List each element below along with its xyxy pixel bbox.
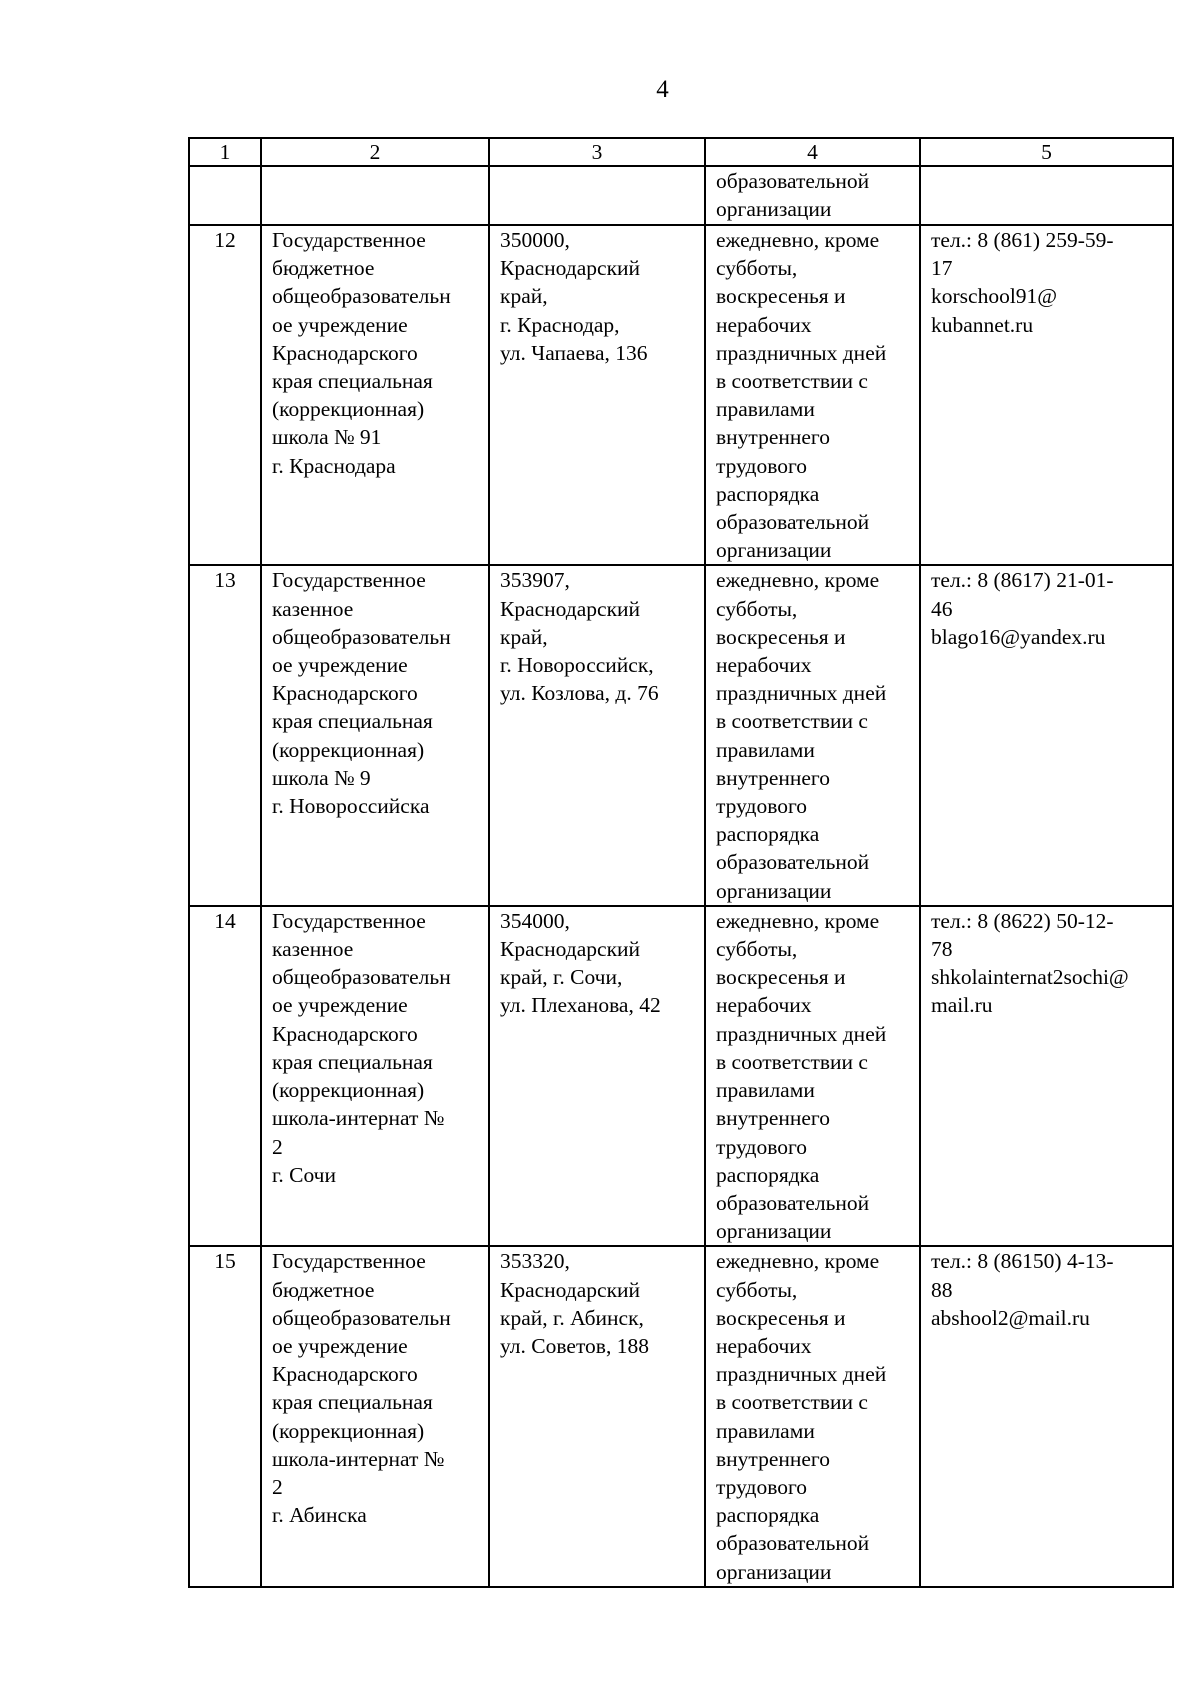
cell-line: Краснодарского (272, 681, 418, 706)
page-number: 4 (656, 76, 669, 103)
cell-line: край, (500, 284, 548, 309)
cell-line: организации (716, 1219, 832, 1244)
cell-line: общеобразовательн (272, 1305, 451, 1330)
cell-line: 354000, (500, 908, 570, 933)
cell-line: Краснодарский (500, 1277, 641, 1302)
cell-line: ежедневно, кроме (716, 908, 880, 933)
cell-line: в соответствии с (716, 1390, 868, 1415)
cell-line: shkolainternat2sochi@ (931, 965, 1129, 990)
cell-line: общеобразовательн (272, 624, 451, 649)
cell-line: ул. Плеханова, 42 (500, 993, 661, 1018)
cell-line: праздничных дней (716, 681, 887, 706)
address-cell (489, 225, 705, 565)
schedule-cell (705, 1246, 920, 1586)
cell-line: ул. Чапаева, 136 (500, 340, 648, 365)
cell-line: kubannet.ru (931, 312, 1034, 337)
cell-line: ое учреждение (272, 653, 408, 678)
cell-line: субботы, (716, 256, 798, 281)
cell-line: тел.: 8 (8622) 50-12- (931, 908, 1114, 933)
cell-line: г. Абинска (272, 1503, 367, 1528)
cell-line: Государственное (272, 1249, 426, 1274)
cell-line: тел.: 8 (8617) 21-01- (931, 568, 1114, 593)
cell-line: Краснодарского (272, 340, 418, 365)
column-header-2: 2 (261, 138, 489, 166)
cell-line: ежедневно, кроме (716, 228, 880, 252)
cell-line: ежедневно, кроме (716, 568, 880, 593)
table-row (189, 225, 1173, 565)
continuation-row (189, 166, 1173, 225)
cell-line: распорядка (716, 822, 820, 847)
cell-line: г. Краснодара (272, 453, 396, 478)
cell-line: субботы, (716, 596, 798, 621)
cell-line: в соответствии с (716, 1049, 868, 1074)
cell-line: korschool91@ (931, 284, 1058, 309)
cell-line: организации (716, 538, 832, 563)
cell-line: образовательной (716, 510, 870, 535)
cell-line: праздничных дней (716, 340, 887, 365)
cell-line: ое учреждение (272, 993, 408, 1018)
cell-line: 2 (272, 1134, 283, 1159)
cell-line: воскресенья и (716, 1305, 846, 1330)
cell-line: школа-интернат № (272, 1106, 445, 1131)
cell-line: abshool2@mail.ru (931, 1305, 1090, 1330)
cell-line: Краснодарского (272, 1362, 418, 1387)
row-number: 13 (189, 565, 261, 905)
cell-line: Государственное (272, 568, 426, 593)
contacts-cell (920, 166, 1173, 225)
cell-line: края специальная (272, 1049, 433, 1074)
cell-line: нерабочих (716, 1333, 812, 1358)
schedule-cell (705, 166, 920, 225)
cell-line: казенное (272, 937, 354, 962)
address-cell (489, 565, 705, 905)
cell-line: край, г. Сочи, (500, 965, 623, 990)
cell-line: образовательной (716, 1531, 870, 1556)
cell-line: внутреннего (716, 1446, 830, 1471)
column-header-5: 5 (920, 138, 1173, 166)
cell-line: образовательной (716, 1190, 870, 1215)
table-row (189, 1246, 1173, 1586)
cell-line: праздничных дней (716, 1362, 887, 1387)
cell-line: Государственное (272, 228, 426, 252)
cell-line: организации (716, 197, 832, 222)
cell-line: края специальная (272, 369, 433, 394)
row-number: 12 (189, 225, 261, 565)
cell-line: 350000, (500, 228, 570, 252)
cell-line: тел.: 8 (861) 259-59- (931, 228, 1114, 252)
cell-line: в соответствии с (716, 369, 868, 394)
cell-line: школа-интернат № (272, 1446, 445, 1471)
cell-line: нерабочих (716, 993, 812, 1018)
cell-line: 78 (931, 937, 953, 962)
cell-line: г. Сочи (272, 1162, 336, 1187)
header-row (189, 138, 1173, 166)
cell-line: blago16@yandex.ru (931, 624, 1106, 649)
cell-line: трудового (716, 453, 807, 478)
contacts-cell (920, 906, 1173, 1246)
cell-line: (коррекционная) (272, 1078, 425, 1103)
cell-line: образовательной (716, 850, 870, 875)
cell-line: трудового (716, 1134, 807, 1159)
schedule-cell (705, 565, 920, 905)
cell-line: внутреннего (716, 765, 830, 790)
institution-name-cell (261, 565, 489, 905)
address-cell (489, 906, 705, 1246)
institution-name-cell (261, 166, 489, 225)
cell-line: воскресенья и (716, 965, 846, 990)
cell-line: бюджетное (272, 1277, 375, 1302)
cell-line: Краснодарский (500, 937, 641, 962)
cell-line: (коррекционная) (272, 737, 425, 762)
cell-line: правилами (716, 1418, 815, 1443)
cell-line: общеобразовательн (272, 965, 451, 990)
contacts-cell (920, 1246, 1173, 1586)
cell-line: бюджетное (272, 256, 375, 281)
cell-line: казенное (272, 596, 354, 621)
cell-line: 353907, (500, 568, 570, 593)
cell-line: распорядка (716, 1162, 820, 1187)
cell-line: Государственное (272, 908, 426, 933)
cell-line: г. Новороссийск, (500, 653, 654, 678)
cell-line: тел.: 8 (86150) 4-13- (931, 1249, 1114, 1274)
cell-line: 2 (272, 1474, 283, 1499)
column-header-1: 1 (189, 138, 261, 166)
cell-line: г. Краснодар, (500, 312, 620, 337)
institution-name-cell (261, 906, 489, 1246)
cell-line: (коррекционная) (272, 397, 425, 422)
cell-line: школа № 9 (272, 765, 371, 790)
cell-line: края специальная (272, 1390, 433, 1415)
cell-line: трудового (716, 794, 807, 819)
cell-line: субботы, (716, 937, 798, 962)
cell-line: праздничных дней (716, 1021, 887, 1046)
cell-line: Краснодарского (272, 1021, 418, 1046)
cell-line: правилами (716, 737, 815, 762)
cell-line: (коррекционная) (272, 1418, 425, 1443)
cell-line: нерабочих (716, 312, 812, 337)
cell-line: воскресенья и (716, 284, 846, 309)
institution-name-cell (261, 225, 489, 565)
cell-line: трудового (716, 1474, 807, 1499)
cell-line: ул. Козлова, д. 76 (500, 681, 659, 706)
column-header-4: 4 (705, 138, 920, 166)
cell-line: ул. Советов, 188 (500, 1333, 649, 1358)
contacts-cell (920, 225, 1173, 565)
cell-line: организации (716, 878, 832, 903)
cell-line: внутреннего (716, 425, 830, 450)
table-body (189, 166, 1173, 1587)
institutions-table (188, 137, 1174, 1588)
cell-line: Краснодарский (500, 256, 641, 281)
cell-line: школа № 91 (272, 425, 382, 450)
address-cell (489, 166, 705, 225)
cell-line: 46 (931, 596, 953, 621)
cell-line: организации (716, 1559, 832, 1584)
cell-line: 88 (931, 1277, 953, 1302)
cell-line: в соответствии с (716, 709, 868, 734)
cell-line: г. Новороссийска (272, 794, 430, 819)
cell-line: 17 (931, 256, 953, 281)
row-number (189, 166, 261, 225)
cell-line: распорядка (716, 1503, 820, 1528)
cell-line: ежедневно, кроме (716, 1249, 880, 1274)
contacts-cell (920, 565, 1173, 905)
table-row (189, 565, 1173, 905)
cell-line: субботы, (716, 1277, 798, 1302)
schedule-cell (705, 225, 920, 565)
cell-line: распорядка (716, 481, 820, 506)
table-row (189, 906, 1173, 1246)
cell-line: ое учреждение (272, 1333, 408, 1358)
cell-line: правилами (716, 1078, 815, 1103)
row-number: 14 (189, 906, 261, 1246)
cell-line: внутреннего (716, 1106, 830, 1131)
cell-line: Краснодарский (500, 596, 641, 621)
cell-line: воскресенья и (716, 624, 846, 649)
row-number: 15 (189, 1246, 261, 1586)
schedule-cell (705, 906, 920, 1246)
cell-line: ое учреждение (272, 312, 408, 337)
address-cell (489, 1246, 705, 1586)
institution-name-cell (261, 1246, 489, 1586)
cell-line: край, (500, 624, 548, 649)
column-header-3: 3 (489, 138, 705, 166)
cell-line: образовательной (716, 169, 870, 193)
cell-line: края специальная (272, 709, 433, 734)
cell-line: нерабочих (716, 653, 812, 678)
cell-line: mail.ru (931, 993, 993, 1018)
cell-line: 353320, (500, 1249, 570, 1274)
cell-line: край, г. Абинск, (500, 1305, 644, 1330)
cell-line: правилами (716, 397, 815, 422)
cell-line: общеобразовательн (272, 284, 451, 309)
